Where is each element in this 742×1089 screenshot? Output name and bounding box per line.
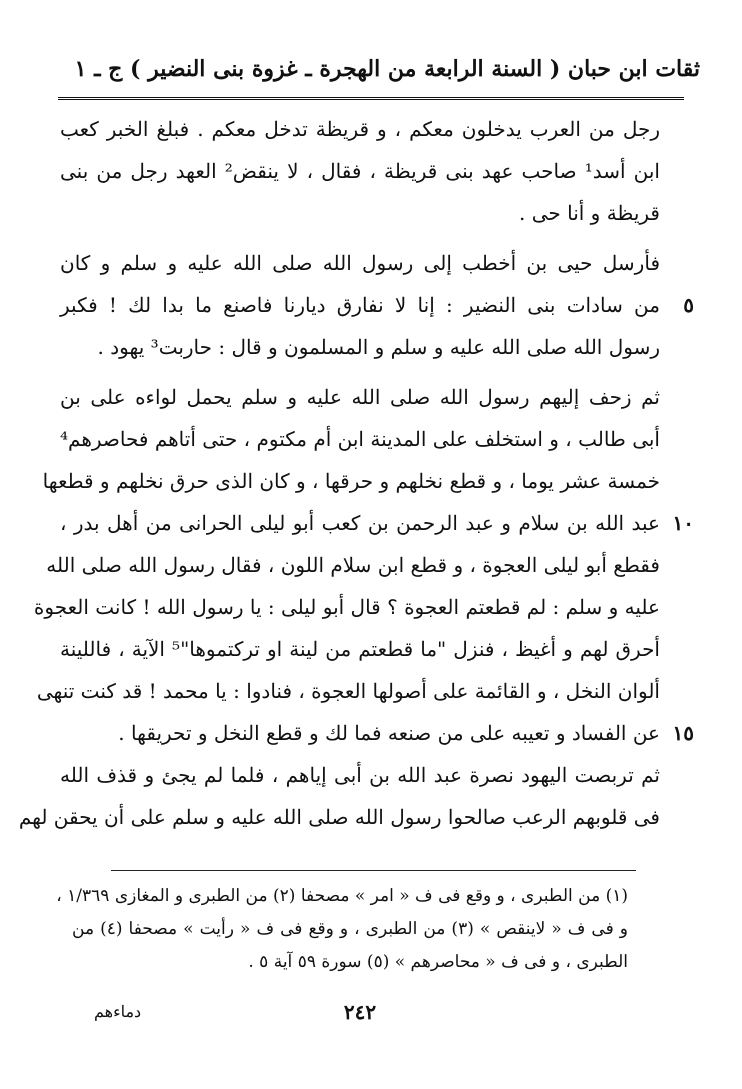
line-number: ١٥	[672, 721, 694, 745]
line-number: ١٠	[672, 511, 694, 535]
text-line: عليه و سلم : لم قطعتم العجوة ؟ قال أبو ليلى : يا رسول الله ! كانت العجوة	[33, 595, 660, 619]
footnote-line: و فى ف « لاينقص » (٣) من الطبرى ، و وقع فى ف « رأيت » مصحفا (٤) من	[72, 919, 628, 939]
catchword: دماءهم	[94, 1002, 142, 1021]
header-double-rule	[58, 97, 684, 100]
text-line: ثم زحف إليهم رسول الله صلى الله عليه و سلم يحمل لواءه على بن	[60, 385, 660, 409]
text-line: ثم تربصت اليهود نصرة عبد الله بن أبى إياهم ، فلما لم يجئ و قذف الله	[60, 763, 660, 787]
text-line: ابن أسد¹ صاحب عهد بنى قريظة ، فقال ، لا ينقض² العهد رجل من بنى	[60, 159, 660, 183]
text-line: ١٠ عبد الله بن سلام و عبد الرحمن بن كعب أبو ليلى الحرانى من أهل بدر ،	[60, 502, 660, 544]
footnote-line: الطبرى ، و فى ف « محاصرهم » (٥) سورة ٥٩ آية ٥ .	[248, 952, 628, 972]
text-line: أحرق لهم و أغيظ ، فنزل "ما قطعتم من لينة او تركتموها"⁵ الآية ، فاللينة	[60, 637, 660, 661]
text-line: قريظة و أنا حى .	[519, 201, 660, 225]
line-number: ٥	[683, 293, 694, 317]
text-line: فقطع أبو ليلى العجوة ، و قطع ابن سلام اللون ، فقال رسول الله صلى الله	[46, 553, 660, 577]
text-line: فأرسل حيى بن أخطب إلى رسول الله صلى الله عليه و سلم و كان	[60, 251, 660, 275]
text-line: ١٥ عن الفساد و تعيبه على من صنعه فما لك و قطع النخل و تحريقها .	[60, 712, 660, 754]
text-line: أبى طالب ، و استخلف على المدينة ابن أم مكتوم ، حتى أتاهم فحاصرهم⁴	[59, 427, 660, 451]
page-number: ٢٤٢	[343, 1000, 377, 1024]
footnote-line: (١) من الطبرى ، و وقع فى ف « امر » مصحفا (٢) من الطبرى و المغازى ١/٣٦٩ ،	[56, 886, 628, 906]
text-line: رسول الله صلى الله عليه و سلم و المسلمون و قال : حاربت³ يهود .	[97, 335, 660, 359]
text-line: ٥ من سادات بنى النضير : إنا لا نفارق ديارنا فاصنع ما بدا لك ! فكبر	[60, 284, 660, 326]
body-text	[18, 108, 694, 838]
footnote-rule	[111, 870, 636, 871]
text-line: ألوان النخل ، و القائمة على أصولها العجوة ، فنادوا : يا محمد ! قد كنت تنهى	[36, 679, 660, 703]
text-line: رجل من العرب يدخلون معكم ، و قريظة تدخل معكم . فبلغ الخبر كعب	[60, 117, 660, 141]
running-header	[60, 50, 700, 90]
footnotes	[56, 880, 628, 979]
text-line: خمسة عشر يوما ، و قطع نخلهم و حرقها ، و كان الذى حرق نخلهم و قطعها	[42, 469, 660, 493]
text-line: فى قلوبهم الرعب صالحوا رسول الله صلى الله عليه و سلم على أن يحقن لهم	[18, 805, 660, 829]
header-title: ثقات ابن حبان ( السنة الرابعة من الهجرة ـ غزوة بنى النضير ) ج ـ ١	[74, 56, 700, 82]
